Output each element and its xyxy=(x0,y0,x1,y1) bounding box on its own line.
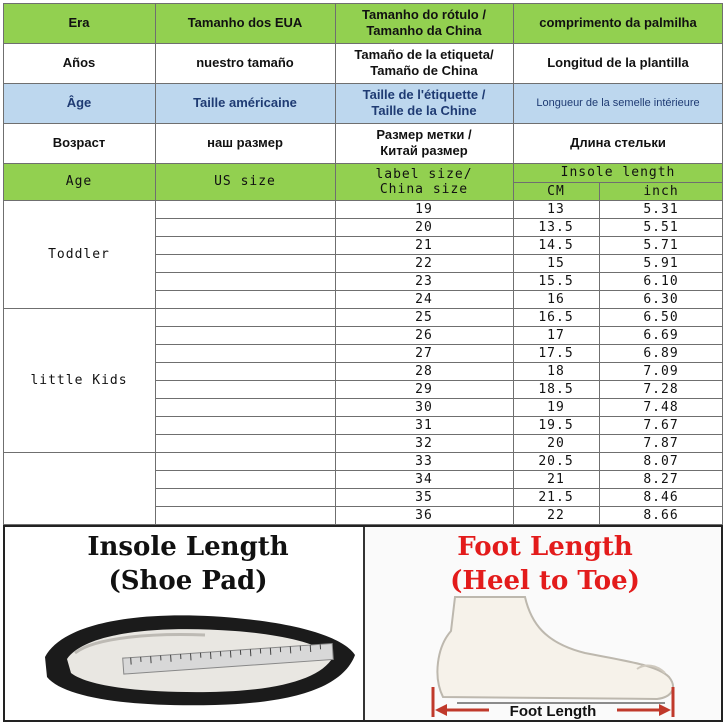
grid-line xyxy=(513,182,723,183)
header-portuguese-col-1: Era xyxy=(3,3,155,43)
age-group-cell: Toddler xyxy=(48,246,110,262)
us-size-cell xyxy=(155,200,335,218)
grid-line xyxy=(3,200,723,201)
grid-line xyxy=(3,3,723,4)
header-french-col-1: Âge xyxy=(3,83,155,123)
us-size-cell xyxy=(155,290,335,308)
china-size-cell: 31 xyxy=(415,417,433,433)
insole-inch-cell: 7.87 xyxy=(643,435,679,451)
grid-line xyxy=(3,452,723,453)
insole-inch-cell: 7.48 xyxy=(643,399,679,415)
china-size-cell: 21 xyxy=(415,237,433,253)
china-size-cell: 35 xyxy=(415,489,433,505)
insole-inch-cell: 8.27 xyxy=(643,471,679,487)
grid-line xyxy=(3,308,723,309)
insole-inch-cell: 6.50 xyxy=(643,309,679,325)
us-size-cell xyxy=(155,326,335,344)
china-size-cell: 33 xyxy=(415,453,433,469)
grid-line xyxy=(3,43,723,44)
measurement-illustration-panel xyxy=(3,525,723,722)
insole-cm-cell: 21 xyxy=(547,471,565,487)
insole-cm-cell: 15.5 xyxy=(538,273,574,289)
insole-title-line1: Insole Length xyxy=(87,532,289,562)
header-russian-col-4: Длина стельки xyxy=(513,123,723,163)
grid-line xyxy=(155,290,723,291)
grid-line xyxy=(155,416,723,417)
china-size-cell: 30 xyxy=(415,399,433,415)
insole-cm-cell: 13 xyxy=(547,201,565,217)
insole-cm-cell: 17 xyxy=(547,327,565,343)
header-spanish-col-3: Tamaño de la etiqueta/ Tamaño de China xyxy=(335,43,513,83)
insole-inch-cell: 6.69 xyxy=(643,327,679,343)
header-portuguese-col-4: comprimento da palmilha xyxy=(513,3,723,43)
header-russian-col-1: Возраст xyxy=(3,123,155,163)
us-size-cell xyxy=(155,398,335,416)
china-size-cell: 36 xyxy=(415,507,433,523)
insole-inch-cell: 8.07 xyxy=(643,453,679,469)
header-portuguese-col-2: Tamanho dos EUA xyxy=(155,3,335,43)
grid-line xyxy=(155,3,156,524)
grid-line xyxy=(513,3,514,524)
header-russian-col-2: наш размер xyxy=(155,123,335,163)
age-group-cell xyxy=(3,452,155,524)
foot-title-line2: (Heel to Toe) xyxy=(450,566,640,596)
us-size-cell xyxy=(155,272,335,290)
insole-cm-cell: 19.5 xyxy=(538,417,574,433)
grid-line xyxy=(155,254,723,255)
insole-inch-cell: 7.09 xyxy=(643,363,679,379)
grid-line xyxy=(155,434,723,435)
grid-line xyxy=(335,3,336,524)
china-size-cell: 29 xyxy=(415,381,433,397)
insole-cm-cell: 21.5 xyxy=(538,489,574,505)
china-size-cell: 32 xyxy=(415,435,433,451)
insole-cm-cell: 18.5 xyxy=(538,381,574,397)
foot-length-label: Foot Length xyxy=(509,703,597,720)
grid-line xyxy=(3,163,723,164)
header-english-cm: CM xyxy=(513,182,599,200)
grid-line xyxy=(155,272,723,273)
china-size-cell: 24 xyxy=(415,291,433,307)
header-french-col-4: Longueur de la semelle intérieure xyxy=(513,83,723,123)
insole-title-line2: (Shoe Pad) xyxy=(108,566,268,596)
insole-inch-cell: 8.46 xyxy=(643,489,679,505)
insole-inch-cell: 7.67 xyxy=(643,417,679,433)
insole-cm-cell: 18 xyxy=(547,363,565,379)
foot-title-line1: Foot Length xyxy=(457,532,633,562)
insole-cm-cell: 20.5 xyxy=(538,453,574,469)
us-size-cell xyxy=(155,308,335,326)
grid-line xyxy=(155,506,723,507)
insole-cm-cell: 16.5 xyxy=(538,309,574,325)
header-spanish-col-4: Longitud de la plantilla xyxy=(513,43,723,83)
header-english-us-size: US size xyxy=(155,163,335,200)
us-size-cell xyxy=(155,470,335,488)
insole-cm-cell: 17.5 xyxy=(538,345,574,361)
insole-inch-cell: 6.30 xyxy=(643,291,679,307)
us-size-cell xyxy=(155,380,335,398)
header-portuguese-col-3: Tamanho do rótulo / Tamanho da China xyxy=(335,3,513,43)
us-size-cell xyxy=(155,254,335,272)
insole-inch-cell: 5.71 xyxy=(643,237,679,253)
insole-cm-cell: 13.5 xyxy=(538,219,574,235)
age-group-cell: little Kids xyxy=(30,372,128,388)
header-russian-col-3: Размер метки / Китай размер xyxy=(335,123,513,163)
insole-inch-cell: 5.51 xyxy=(643,219,679,235)
insole-cm-cell: 14.5 xyxy=(538,237,574,253)
insole-cm-cell: 16 xyxy=(547,291,565,307)
header-english-inch: inch xyxy=(599,182,723,200)
grid-line xyxy=(155,380,723,381)
us-size-cell xyxy=(155,236,335,254)
us-size-cell xyxy=(155,218,335,236)
china-size-cell: 28 xyxy=(415,363,433,379)
grid-line xyxy=(599,182,600,524)
header-spanish-col-2: nuestro tamaño xyxy=(155,43,335,83)
insole-inch-cell: 7.28 xyxy=(643,381,679,397)
insole-cm-cell: 20 xyxy=(547,435,565,451)
header-english-age: Age xyxy=(3,163,155,200)
insole-inch-cell: 5.91 xyxy=(643,255,679,271)
insole-inch-cell: 8.66 xyxy=(643,507,679,523)
grid-line xyxy=(155,488,723,489)
grid-line xyxy=(155,236,723,237)
china-size-cell: 23 xyxy=(415,273,433,289)
illustrations-svg xyxy=(5,527,721,720)
china-size-cell: 19 xyxy=(415,201,433,217)
insole-cm-cell: 22 xyxy=(547,507,565,523)
grid-line xyxy=(155,398,723,399)
china-size-cell: 34 xyxy=(415,471,433,487)
us-size-cell xyxy=(155,506,335,524)
us-size-cell xyxy=(155,452,335,470)
grid-line xyxy=(3,83,723,84)
grid-line xyxy=(722,3,723,524)
grid-line xyxy=(155,218,723,219)
insole-inch-cell: 6.10 xyxy=(643,273,679,289)
grid-line xyxy=(3,3,4,524)
us-size-cell xyxy=(155,434,335,452)
size-chart-table xyxy=(3,3,723,523)
us-size-cell xyxy=(155,344,335,362)
header-french-col-3: Taille de l'étiquette / Taille de la Chine xyxy=(335,83,513,123)
us-size-cell xyxy=(155,488,335,506)
china-size-cell: 25 xyxy=(415,309,433,325)
header-french-col-2: Taille américaine xyxy=(155,83,335,123)
insole-inch-cell: 5.31 xyxy=(643,201,679,217)
insole-inch-cell: 6.89 xyxy=(643,345,679,361)
us-size-cell xyxy=(155,416,335,434)
header-english-label-size: label size/ China size xyxy=(335,163,513,200)
grid-line xyxy=(155,470,723,471)
grid-line xyxy=(155,344,723,345)
china-size-cell: 26 xyxy=(415,327,433,343)
china-size-cell: 22 xyxy=(415,255,433,271)
grid-line xyxy=(155,362,723,363)
insole-cm-cell: 15 xyxy=(547,255,565,271)
header-english-insole-length: Insole length xyxy=(513,163,723,182)
china-size-cell: 27 xyxy=(415,345,433,361)
insole-cm-cell: 19 xyxy=(547,399,565,415)
china-size-cell: 20 xyxy=(415,219,433,235)
header-spanish-col-1: Años xyxy=(3,43,155,83)
grid-line xyxy=(3,123,723,124)
us-size-cell xyxy=(155,362,335,380)
grid-line xyxy=(155,326,723,327)
